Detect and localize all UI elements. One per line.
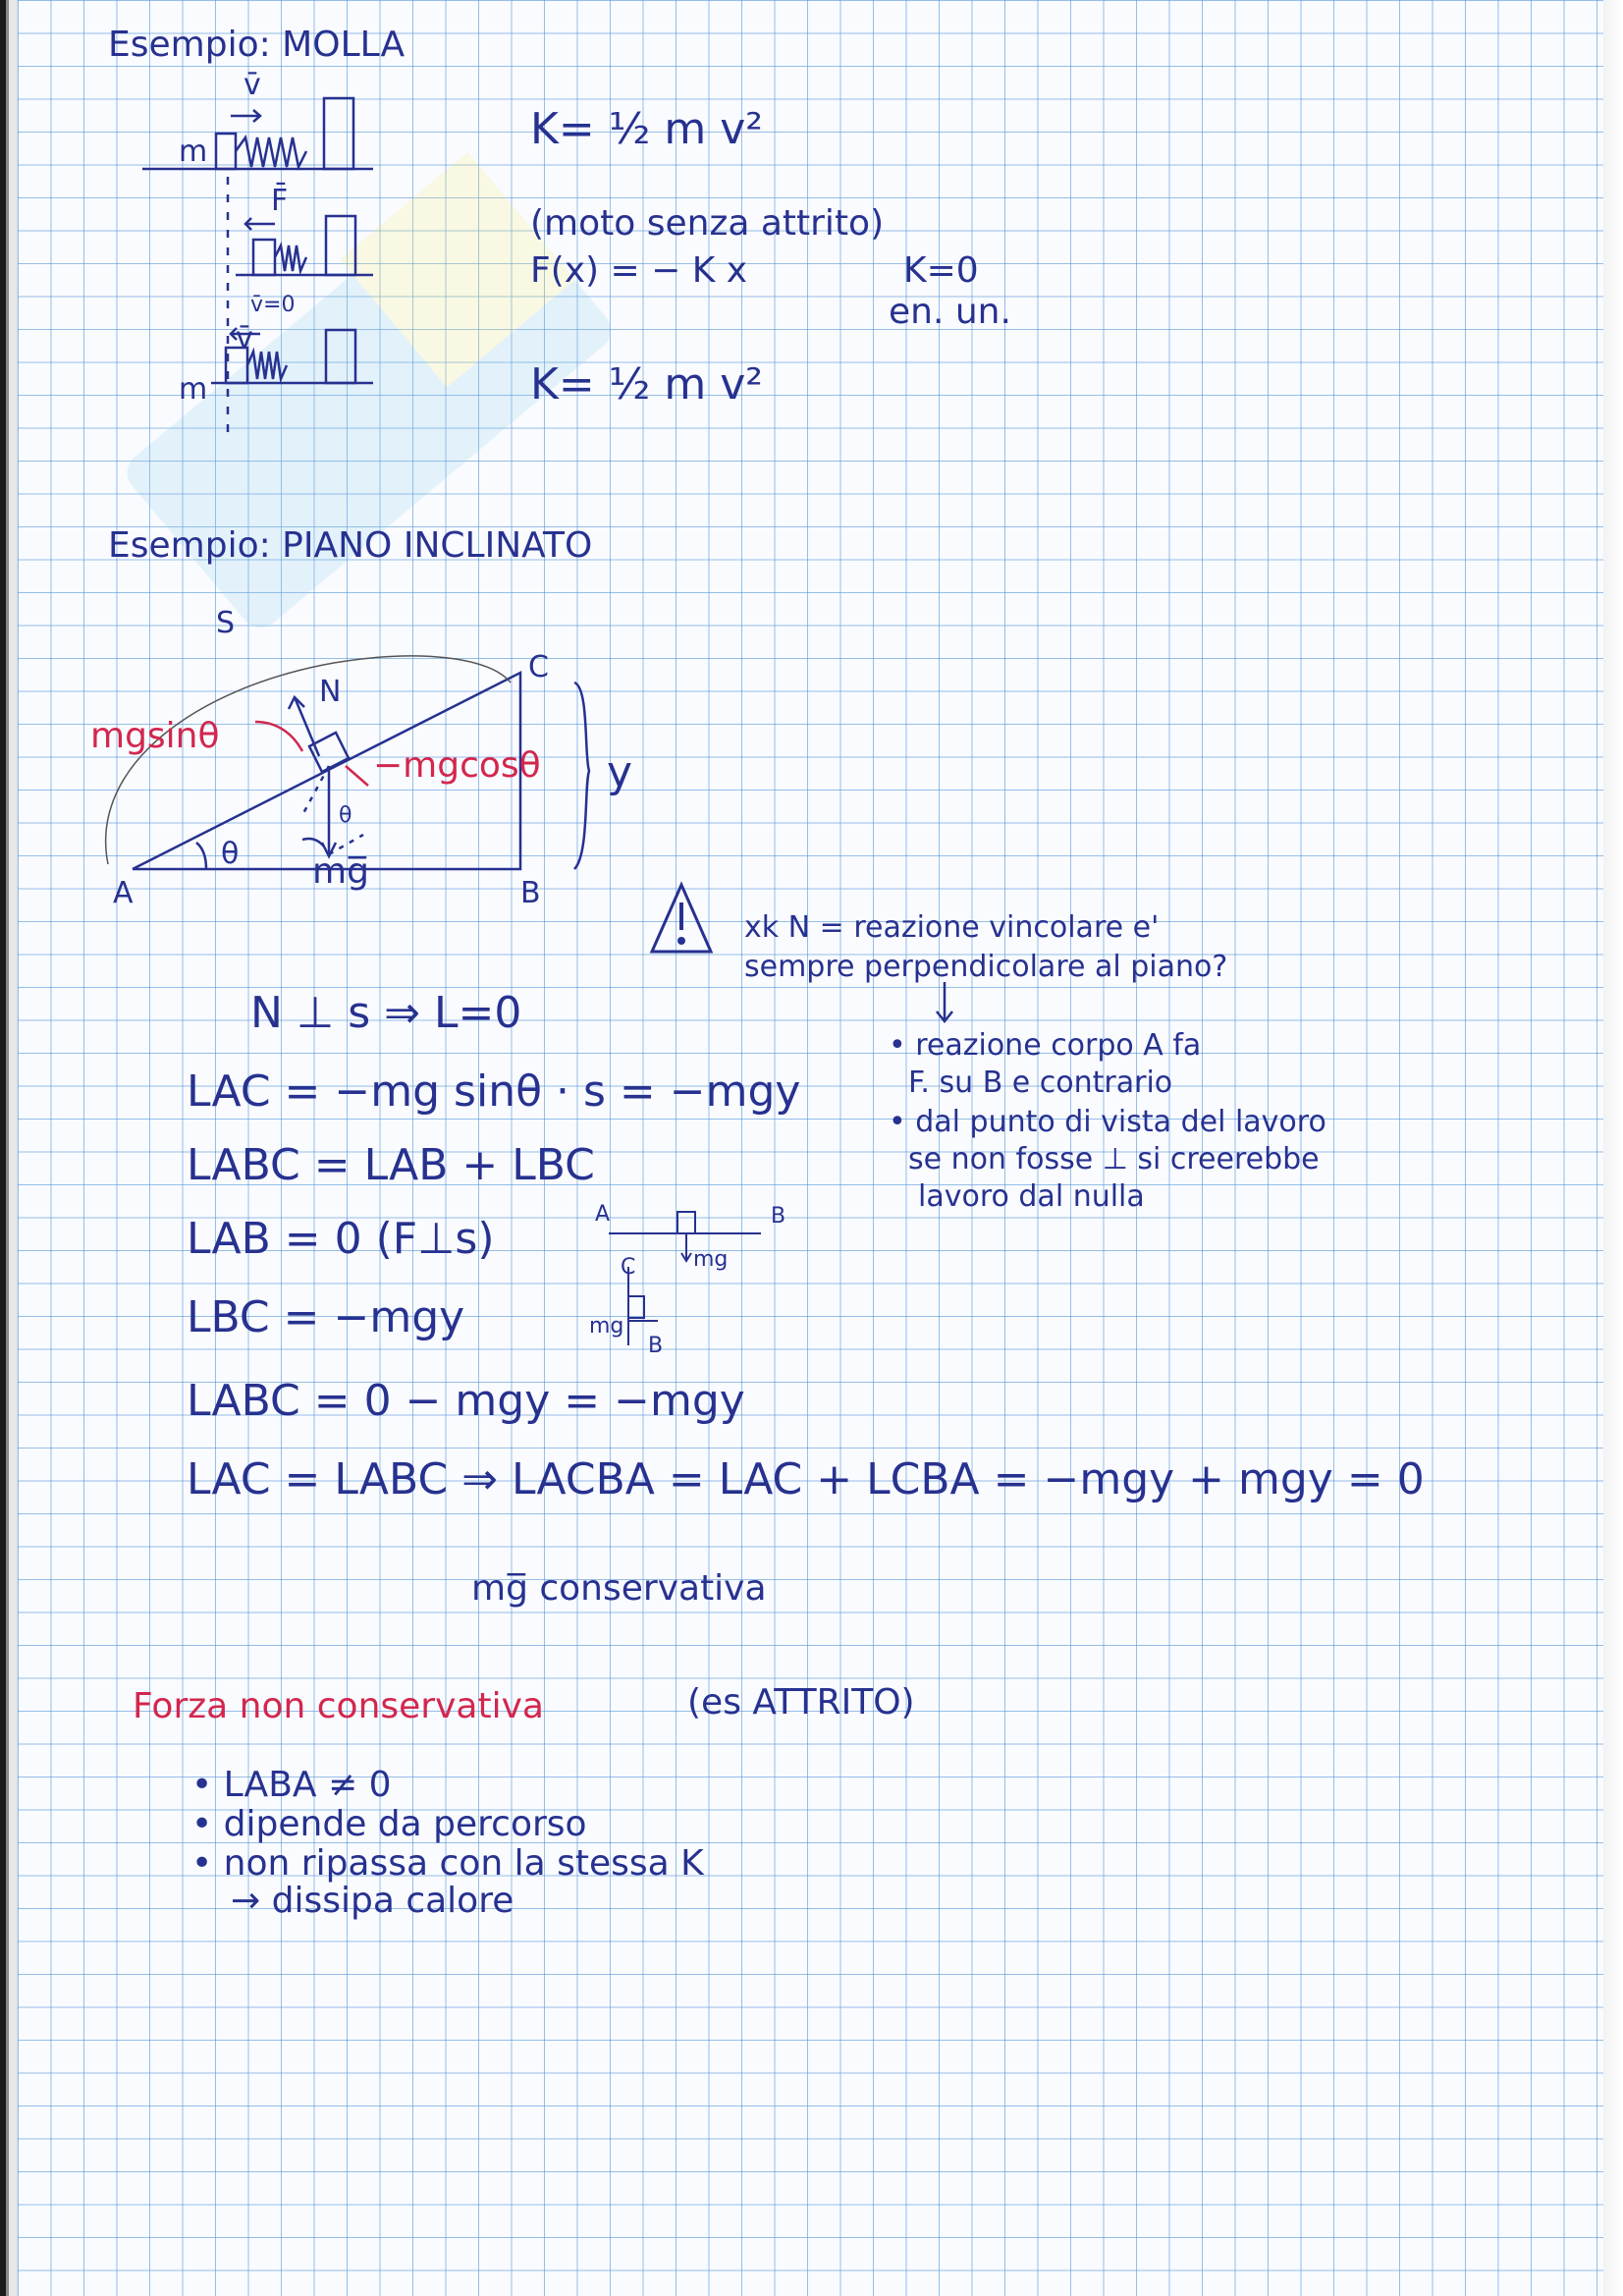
nonc-bullet-2: • dipende da percorso bbox=[191, 1804, 587, 1844]
piano-title: Esempio: PIANO INCLINATO bbox=[108, 525, 593, 566]
v-zero-label: v̄=0 bbox=[250, 293, 296, 317]
nonc-bullet-1: • LABA ≠ 0 bbox=[191, 1765, 392, 1805]
nonc-bullet-4: → dissipa calore bbox=[231, 1881, 514, 1921]
kinetic-energy-2: K= ½ m v² bbox=[530, 359, 763, 410]
velocity-label: v̄ bbox=[243, 68, 261, 102]
mass-label-3: m bbox=[179, 372, 208, 407]
mini-path-diagram bbox=[589, 1198, 785, 1365]
note-line-2: sempre perpendicolare al piano? bbox=[744, 950, 1228, 984]
s-label: S bbox=[216, 606, 236, 640]
molla-title: Esempio: MOLLA bbox=[108, 25, 406, 65]
mini-mg-label: mg bbox=[693, 1247, 729, 1272]
nonc-bullet-3: • non ripassa con la stessa K bbox=[191, 1843, 704, 1884]
moto-note: (moto senza attrito) bbox=[530, 203, 885, 244]
eq-5: LBC = −mgy bbox=[187, 1292, 465, 1342]
a-label: A bbox=[113, 876, 134, 910]
spring-diagram bbox=[137, 69, 393, 442]
mg-label: mg̅ bbox=[312, 851, 369, 892]
note-bullet-2c: lavoro dal nulla bbox=[918, 1179, 1145, 1214]
mgcos-label: −mgcosθ bbox=[373, 745, 541, 786]
nonc-es: (es ATTRITO) bbox=[687, 1682, 915, 1722]
c-label: C bbox=[528, 650, 549, 684]
notebook-binding bbox=[0, 0, 18, 2296]
note-bullet-2: • dal punto di vista del lavoro bbox=[889, 1105, 1326, 1139]
mgsin-label: mgsinθ bbox=[90, 716, 220, 756]
theta-label: θ bbox=[221, 837, 240, 871]
y-label: y bbox=[607, 747, 633, 797]
eq-4: LAB = 0 (F⊥s) bbox=[187, 1214, 495, 1264]
eq-3: LABC = LAB + LBC bbox=[187, 1140, 595, 1190]
note-bullet-1b: F. su B e contrario bbox=[908, 1066, 1173, 1100]
note-line-1: xk N = reazione vincolare e' bbox=[744, 910, 1160, 945]
arrow-down-icon bbox=[933, 980, 956, 1025]
mini-a-label: A bbox=[595, 1202, 611, 1227]
force-label: F̄ bbox=[271, 184, 289, 218]
b-label: B bbox=[520, 876, 541, 910]
mass-label-1: m bbox=[179, 135, 208, 169]
en-un: en. un. bbox=[889, 292, 1011, 332]
note-bullet-1: • reazione corpo A fa bbox=[889, 1028, 1202, 1063]
eq-2: LAC = −mg sinθ · s = −mgy bbox=[187, 1066, 801, 1117]
mini-b-label: B bbox=[771, 1204, 786, 1229]
eq-1: N ⊥ s ⇒ L=0 bbox=[250, 988, 522, 1038]
force-law: F(x) = − K x bbox=[530, 250, 748, 291]
nonc-title: Forza non conservativa bbox=[133, 1686, 544, 1726]
warning-icon bbox=[648, 879, 715, 957]
k-zero: K=0 bbox=[903, 250, 979, 291]
eq-8: mg̅ conservativa bbox=[471, 1568, 767, 1609]
eq-7: LAC = LABC ⇒ LACBA = LAC + LCBA = −mgy + mgy = 0 bbox=[187, 1454, 1425, 1504]
n-label: N bbox=[319, 675, 342, 709]
mini-b-label-2: B bbox=[648, 1334, 664, 1358]
mini-c-label: C bbox=[621, 1255, 636, 1280]
kinetic-energy-1: K= ½ m v² bbox=[530, 104, 763, 154]
mini-mg-label-2: mg bbox=[589, 1314, 624, 1339]
velocity-label-2: v̄ bbox=[236, 321, 253, 355]
eq-6: LABC = 0 − mgy = −mgy bbox=[187, 1376, 745, 1426]
theta-label-2: θ bbox=[339, 803, 352, 828]
note-bullet-2b: se non fosse ⊥ si creerebbe bbox=[908, 1142, 1320, 1176]
page-edge bbox=[1603, 0, 1623, 2296]
